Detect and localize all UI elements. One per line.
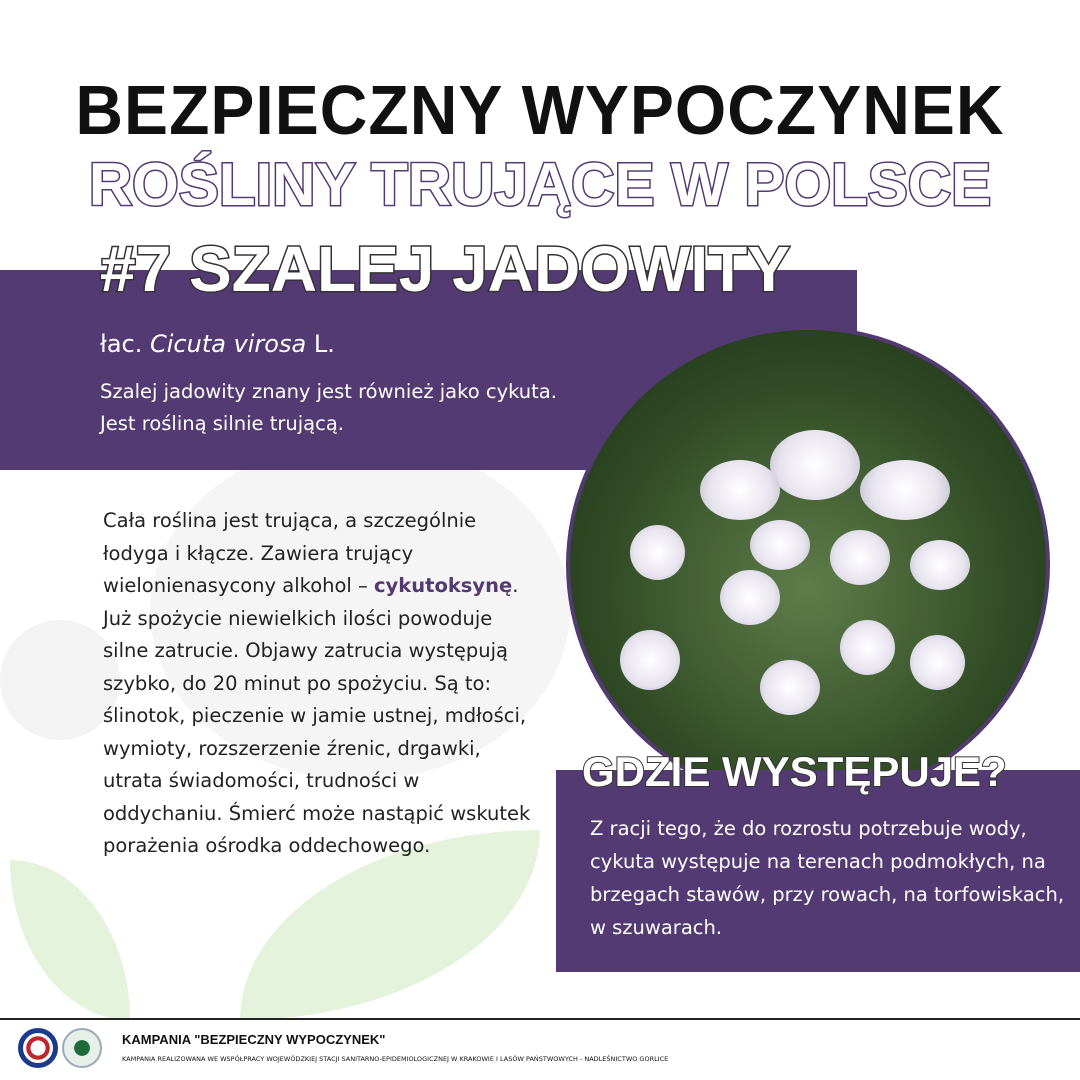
page-subtitle: ROŚLINY TRUJĄCE W POLSCE — [88, 151, 992, 218]
latin-name — [100, 330, 335, 358]
plant-photo — [566, 326, 1050, 804]
toxin-name: cykutoksynę — [374, 574, 513, 597]
where-text: Z racji tego, że do rozrostu potrzebuje wody, cykuta występuje na terenach podmokłych, na brzegach stawów, przy rowach, na torfowiskach, w szuwarach. — [590, 817, 1065, 939]
decor-flower — [0, 620, 120, 740]
description-text: Cała roślina jest trująca, a szczególnie łodyga i kłącze. Zawiera trujący wielonienasycony alkohol – — [103, 509, 477, 597]
latin-species: Cicuta virosa — [149, 330, 307, 358]
decor-leaf-left — [10, 860, 130, 1020]
plant-title: #7 SZALEJ JADOWITY — [100, 233, 790, 305]
footer-title: KAMPANIA "BEZPIECZNY WYPOCZYNEK" — [122, 1032, 386, 1047]
page-title: BEZPIECZNY WYPOCZYNEK — [75, 71, 1005, 149]
footer-subtitle: KAMPANIA REALIZOWANA WE WSPÓŁPRACY WOJEWÓDZKIEJ STACJI SANITARNO-EPIDEMIOLOGICZNEJ W KRAKOWIE I LASÓW PAŃSTWOWYCH - NADLEŚNICTWO GORLICE — [122, 1055, 669, 1063]
intro-text — [100, 376, 557, 440]
footer-divider — [0, 1018, 1080, 1020]
where-title: GDZIE WYSTĘPUJE? — [582, 748, 1007, 795]
description — [103, 505, 543, 863]
lasy-panstwowe-logo — [62, 1028, 102, 1068]
latin-prefix: łac. — [100, 330, 150, 358]
intro-line: Szalej jadowity znany jest również jako cykuta. — [100, 380, 557, 403]
description-text: . Już spożycie niewielkich ilości powoduje silne zatrucie. Objawy zatrucia występują szybko, do 20 minut po spożyciu. Są to: ślinotok, pieczenie w jamie ustnej, mdłości, wymioty, rozszerzenie źrenic, drgawki, utrata świadomości, trudności w oddychaniu. Śmierć może nastąpić wskutek porażenia ośrodka oddechowego. — [103, 574, 531, 857]
intro-line: Jest rośliną silnie trującą. — [100, 412, 344, 435]
latin-suffix: L. — [306, 330, 335, 358]
sanepid-logo — [18, 1028, 58, 1068]
